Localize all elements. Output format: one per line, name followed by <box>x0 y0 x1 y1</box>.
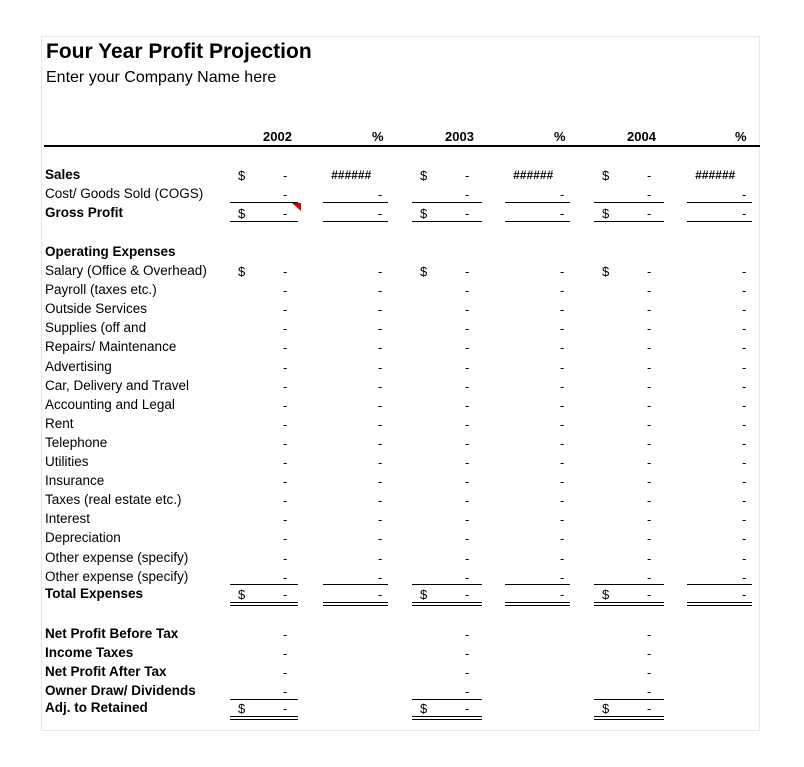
cell-expense-value[interactable]: - <box>465 302 470 317</box>
header-year-2004: 2004 <box>627 129 656 144</box>
cell-expense-value[interactable]: - <box>465 264 470 279</box>
gross-percent-underline <box>323 221 388 222</box>
cell-expense-percent[interactable]: - <box>560 474 565 489</box>
cell-expense-percent[interactable]: - <box>378 570 383 585</box>
expense-label: Supplies (off and <box>45 320 147 335</box>
cell-expense-percent[interactable]: - <box>742 531 747 546</box>
cell-expense-value[interactable]: - <box>647 417 652 432</box>
cell-expense-value[interactable]: - <box>283 264 288 279</box>
cell-total-dollar-2[interactable]: $ <box>602 587 610 602</box>
gross-percent-underline <box>687 221 752 222</box>
cell-expense-value[interactable]: - <box>647 474 652 489</box>
cell-gross-dollar-1[interactable]: $ <box>420 206 428 221</box>
company-name-cell[interactable]: Enter your Company Name here <box>46 69 277 86</box>
expenses-underline <box>412 584 482 585</box>
retained-double-underline <box>412 716 482 720</box>
cell-total-value-0[interactable]: - <box>283 587 288 602</box>
cell-expense-percent[interactable]: - <box>742 551 747 566</box>
cell-gross-percent-2[interactable]: - <box>742 206 747 221</box>
page-title: Four Year Profit Projection <box>46 40 312 63</box>
cell-expense-percent[interactable]: - <box>378 417 383 432</box>
cell-expense-value[interactable]: - <box>283 493 288 508</box>
cell-gross-value-2[interactable]: - <box>647 206 652 221</box>
cell-expense-percent[interactable]: - <box>378 474 383 489</box>
cogs-underline <box>594 202 664 203</box>
cell-sales-value-2[interactable]: - <box>647 168 652 183</box>
cell-expense-value[interactable]: - <box>647 436 652 451</box>
cell-expense-percent[interactable]: - <box>378 360 383 375</box>
cell-expense-percent[interactable]: - <box>742 474 747 489</box>
cell-cogs-percent-1[interactable]: - <box>560 187 565 202</box>
cell-expense-value[interactable]: - <box>283 551 288 566</box>
cell-expense-value[interactable]: - <box>465 570 470 585</box>
cell-gross-dollar-2[interactable]: $ <box>602 206 610 221</box>
cell-total-value-2[interactable]: - <box>647 587 652 602</box>
cell-expense-percent[interactable]: - <box>560 570 565 585</box>
cell-expense-percent[interactable]: - <box>742 455 747 470</box>
cell-expense-value[interactable]: - <box>465 340 470 355</box>
cell-total-percent-0[interactable]: - <box>378 587 383 602</box>
cell-retained-dollar-1[interactable]: $ <box>420 701 428 716</box>
cell-total-value-1[interactable]: - <box>465 587 470 602</box>
expense-label: Accounting and Legal <box>45 397 175 412</box>
cell-summary-value[interactable]: - <box>283 665 288 680</box>
cell-expense-percent[interactable]: - <box>378 493 383 508</box>
cell-expense-value[interactable]: - <box>465 531 470 546</box>
cell-expense-value[interactable]: - <box>647 379 652 394</box>
cell-expense-percent[interactable]: - <box>378 321 383 336</box>
cell-summary-value[interactable]: - <box>465 684 470 699</box>
cell-expense-value[interactable]: - <box>647 264 652 279</box>
cell-expense-percent[interactable]: - <box>560 302 565 317</box>
cell-expense-value[interactable]: - <box>647 493 652 508</box>
gross-underline <box>594 221 664 222</box>
cell-expense-percent[interactable]: - <box>560 417 565 432</box>
cell-expense-value[interactable]: - <box>465 283 470 298</box>
cell-expense-value[interactable]: - <box>465 360 470 375</box>
cell-expense-value[interactable]: - <box>647 321 652 336</box>
summary-underline <box>594 699 664 700</box>
expense-label: Other expense (specify) <box>45 550 189 565</box>
cell-expense-percent[interactable]: - <box>378 512 383 527</box>
cell-expense-percent[interactable]: - <box>742 417 747 432</box>
cell-expense-percent[interactable]: - <box>742 360 747 375</box>
cell-summary-value[interactable]: - <box>647 646 652 661</box>
gross-percent-underline <box>505 221 570 222</box>
cell-expense-value[interactable]: - <box>647 360 652 375</box>
cell-summary-value[interactable]: - <box>647 665 652 680</box>
cell-expense-percent[interactable]: - <box>560 531 565 546</box>
cell-expense-value[interactable]: - <box>283 360 288 375</box>
cell-expense-percent[interactable]: - <box>560 379 565 394</box>
expense-label: Taxes (real estate etc.) <box>45 492 182 507</box>
cell-summary-value[interactable]: - <box>283 627 288 642</box>
cell-expense-percent[interactable]: - <box>742 379 747 394</box>
cell-expense-percent[interactable]: - <box>742 398 747 413</box>
cell-expense-percent[interactable]: - <box>742 302 747 317</box>
gross-underline <box>230 221 298 222</box>
cell-expense-value[interactable]: - <box>283 436 288 451</box>
cell-salary-dollar-1[interactable]: $ <box>420 264 428 279</box>
cell-expense-percent[interactable]: - <box>378 379 383 394</box>
cell-salary-dollar-0[interactable]: $ <box>238 264 246 279</box>
expense-label: Advertising <box>45 359 112 374</box>
cell-expense-percent[interactable]: - <box>742 493 747 508</box>
cell-total-dollar-1[interactable]: $ <box>420 587 428 602</box>
summary-label[interactable]: Income Taxes <box>45 645 134 660</box>
cell-sales-dollar-0[interactable]: $ <box>238 168 246 183</box>
cogs-percent-underline <box>687 202 752 203</box>
expense-label: Depreciation <box>45 530 121 545</box>
expense-label: Insurance <box>45 473 105 488</box>
expenses-underline <box>594 584 664 585</box>
cell-expense-percent[interactable]: - <box>742 340 747 355</box>
cell-expense-value[interactable]: - <box>465 417 470 432</box>
cell-expense-percent[interactable]: - <box>378 302 383 317</box>
total-double-underline <box>230 602 298 606</box>
cell-gross-percent-0[interactable]: - <box>378 206 383 221</box>
cell-summary-value[interactable]: - <box>465 701 470 716</box>
header-divider <box>44 145 760 147</box>
retained-double-underline <box>230 716 298 720</box>
cell-expense-value[interactable]: - <box>465 436 470 451</box>
cell-expense-percent[interactable]: - <box>378 455 383 470</box>
summary-underline <box>412 699 482 700</box>
cell-expense-percent[interactable]: - <box>378 283 383 298</box>
header-percent-3: % <box>735 129 747 144</box>
cell-salary-dollar-2[interactable]: $ <box>602 264 610 279</box>
cell-expense-percent[interactable]: - <box>378 436 383 451</box>
cell-summary-value[interactable]: - <box>283 646 288 661</box>
expenses-percent-underline <box>323 584 388 585</box>
cell-expense-percent[interactable]: - <box>378 264 383 279</box>
total-double-underline <box>594 602 664 606</box>
cell-gross-value-0[interactable]: - <box>283 206 288 221</box>
cell-expense-percent[interactable]: - <box>560 360 565 375</box>
summary-label[interactable]: Net Profit Before Tax <box>45 626 179 641</box>
cell-expense-value[interactable]: - <box>283 570 288 585</box>
row-label-operating-expenses: Operating Expenses <box>45 244 176 259</box>
cell-expense-value[interactable]: - <box>283 379 288 394</box>
header-percent-2: % <box>554 129 566 144</box>
row-label-sales: Sales <box>45 167 81 182</box>
cell-retained-dollar-0[interactable]: $ <box>238 701 246 716</box>
expense-label: Utilities <box>45 454 89 469</box>
cell-expense-percent[interactable]: - <box>560 436 565 451</box>
cell-sales-value-0[interactable]: - <box>283 168 288 183</box>
cell-expense-percent[interactable]: - <box>560 283 565 298</box>
cell-expense-percent[interactable]: - <box>560 321 565 336</box>
header-percent-1: % <box>372 129 384 144</box>
cell-expense-percent[interactable]: - <box>378 340 383 355</box>
summary-label[interactable]: Owner Draw/ Dividends <box>45 683 196 698</box>
cell-expense-value[interactable]: - <box>465 493 470 508</box>
cell-expense-value[interactable]: - <box>647 283 652 298</box>
cell-expense-percent[interactable]: - <box>560 493 565 508</box>
expense-label: Car, Delivery and Travel <box>45 378 190 393</box>
summary-label[interactable]: Net Profit After Tax <box>45 664 167 679</box>
expense-label: Telephone <box>45 435 108 450</box>
expense-label: Rent <box>45 416 74 431</box>
cell-sales-percent-2[interactable]: ###### <box>695 168 736 182</box>
cell-total-dollar-0[interactable]: $ <box>238 587 246 602</box>
expenses-percent-underline <box>687 584 752 585</box>
cell-expense-value[interactable]: - <box>647 512 652 527</box>
cell-gross-dollar-0[interactable]: $ <box>238 206 246 221</box>
cell-expense-value[interactable]: - <box>465 551 470 566</box>
cogs-underline <box>412 202 482 203</box>
cell-expense-value[interactable]: - <box>647 570 652 585</box>
row-label-gross-profit: Gross Profit <box>45 205 124 220</box>
header-year-2002: 2002 <box>263 129 292 144</box>
cogs-percent-underline <box>505 202 570 203</box>
total-double-underline <box>412 602 482 606</box>
cell-summary-value[interactable]: - <box>465 646 470 661</box>
cell-cogs-value-2[interactable]: - <box>647 187 652 202</box>
cell-cogs-value-1[interactable]: - <box>465 187 470 202</box>
cell-expense-value[interactable]: - <box>647 340 652 355</box>
cell-summary-value[interactable]: - <box>283 701 288 716</box>
cell-expense-value[interactable]: - <box>283 417 288 432</box>
cell-expense-value[interactable]: - <box>283 283 288 298</box>
cell-expense-percent[interactable]: - <box>560 264 565 279</box>
row-label-cogs: Cost/ Goods Sold (COGS) <box>45 186 204 201</box>
cell-cogs-percent-0[interactable]: - <box>378 187 383 202</box>
cell-expense-value[interactable]: - <box>283 340 288 355</box>
total-percent-double-underline <box>687 602 752 606</box>
cell-expense-value[interactable]: - <box>647 398 652 413</box>
expenses-percent-underline <box>505 584 570 585</box>
cell-expense-percent[interactable]: - <box>560 340 565 355</box>
comment-indicator[interactable] <box>292 203 301 211</box>
cell-expense-value[interactable]: - <box>465 455 470 470</box>
cogs-underline <box>230 202 298 203</box>
cell-expense-percent[interactable]: - <box>560 455 565 470</box>
cell-expense-percent[interactable]: - <box>742 264 747 279</box>
cell-expense-value[interactable]: - <box>465 474 470 489</box>
cell-summary-value[interactable]: - <box>465 665 470 680</box>
cell-summary-value[interactable]: - <box>283 684 288 699</box>
expense-label: Repairs/ Maintenance <box>45 339 177 354</box>
cell-expense-value[interactable]: - <box>647 455 652 470</box>
cell-expense-percent[interactable]: - <box>742 436 747 451</box>
cell-cogs-value-0[interactable]: - <box>283 187 288 202</box>
cell-expense-value[interactable]: - <box>283 321 288 336</box>
cell-sales-dollar-1[interactable]: $ <box>420 168 428 183</box>
cell-expense-value[interactable]: - <box>283 398 288 413</box>
cell-expense-value[interactable]: - <box>647 531 652 546</box>
expense-label: Other expense (specify) <box>45 569 189 584</box>
cell-expense-value[interactable]: - <box>283 531 288 546</box>
total-percent-double-underline <box>505 602 570 606</box>
cogs-percent-underline <box>323 202 388 203</box>
expense-label: Payroll (taxes etc.) <box>45 282 157 297</box>
cell-sales-percent-0[interactable]: ###### <box>331 168 372 182</box>
cell-expense-value[interactable]: - <box>283 455 288 470</box>
cell-gross-percent-1[interactable]: - <box>560 206 565 221</box>
summary-label[interactable]: Adj. to Retained <box>45 700 148 715</box>
cell-sales-percent-1[interactable]: ###### <box>513 168 554 182</box>
cell-total-percent-2[interactable]: - <box>742 587 747 602</box>
cell-expense-percent[interactable]: - <box>378 398 383 413</box>
retained-double-underline <box>594 716 664 720</box>
cell-summary-value[interactable]: - <box>647 684 652 699</box>
expense-label: Salary (Office & Overhead) <box>45 263 207 278</box>
row-label-total-expenses: Total Expenses <box>45 586 144 601</box>
cell-expense-percent[interactable]: - <box>742 570 747 585</box>
cell-cogs-percent-2[interactable]: - <box>742 187 747 202</box>
cell-expense-value[interactable]: - <box>283 302 288 317</box>
cell-expense-value[interactable]: - <box>465 379 470 394</box>
cell-gross-value-1[interactable]: - <box>465 206 470 221</box>
cell-expense-percent[interactable]: - <box>742 321 747 336</box>
cell-expense-percent[interactable]: - <box>378 531 383 546</box>
cell-expense-value[interactable]: - <box>283 474 288 489</box>
gross-underline <box>412 221 482 222</box>
cell-sales-value-1[interactable]: - <box>465 168 470 183</box>
cell-expense-percent[interactable]: - <box>560 512 565 527</box>
cell-summary-value[interactable]: - <box>647 627 652 642</box>
cell-total-percent-1[interactable]: - <box>560 587 565 602</box>
cell-expense-value[interactable]: - <box>647 302 652 317</box>
cell-expense-percent[interactable]: - <box>560 551 565 566</box>
cell-expense-percent[interactable]: - <box>742 512 747 527</box>
summary-underline <box>230 699 298 700</box>
cell-sales-dollar-2[interactable]: $ <box>602 168 610 183</box>
cell-summary-value[interactable]: - <box>465 627 470 642</box>
cell-expense-value[interactable]: - <box>465 398 470 413</box>
expenses-underline <box>230 584 298 585</box>
cell-expense-value[interactable]: - <box>465 321 470 336</box>
header-year-2003: 2003 <box>445 129 474 144</box>
cell-expense-percent[interactable]: - <box>378 551 383 566</box>
expense-label: Outside Services <box>45 301 148 316</box>
cell-expense-value[interactable]: - <box>465 512 470 527</box>
expense-label: Interest <box>45 511 91 526</box>
total-percent-double-underline <box>323 602 388 606</box>
cell-expense-percent[interactable]: - <box>742 283 747 298</box>
cell-summary-value[interactable]: - <box>647 701 652 716</box>
cell-expense-value[interactable]: - <box>283 512 288 527</box>
cell-expense-percent[interactable]: - <box>560 398 565 413</box>
cell-retained-dollar-2[interactable]: $ <box>602 701 610 716</box>
cell-expense-value[interactable]: - <box>647 551 652 566</box>
